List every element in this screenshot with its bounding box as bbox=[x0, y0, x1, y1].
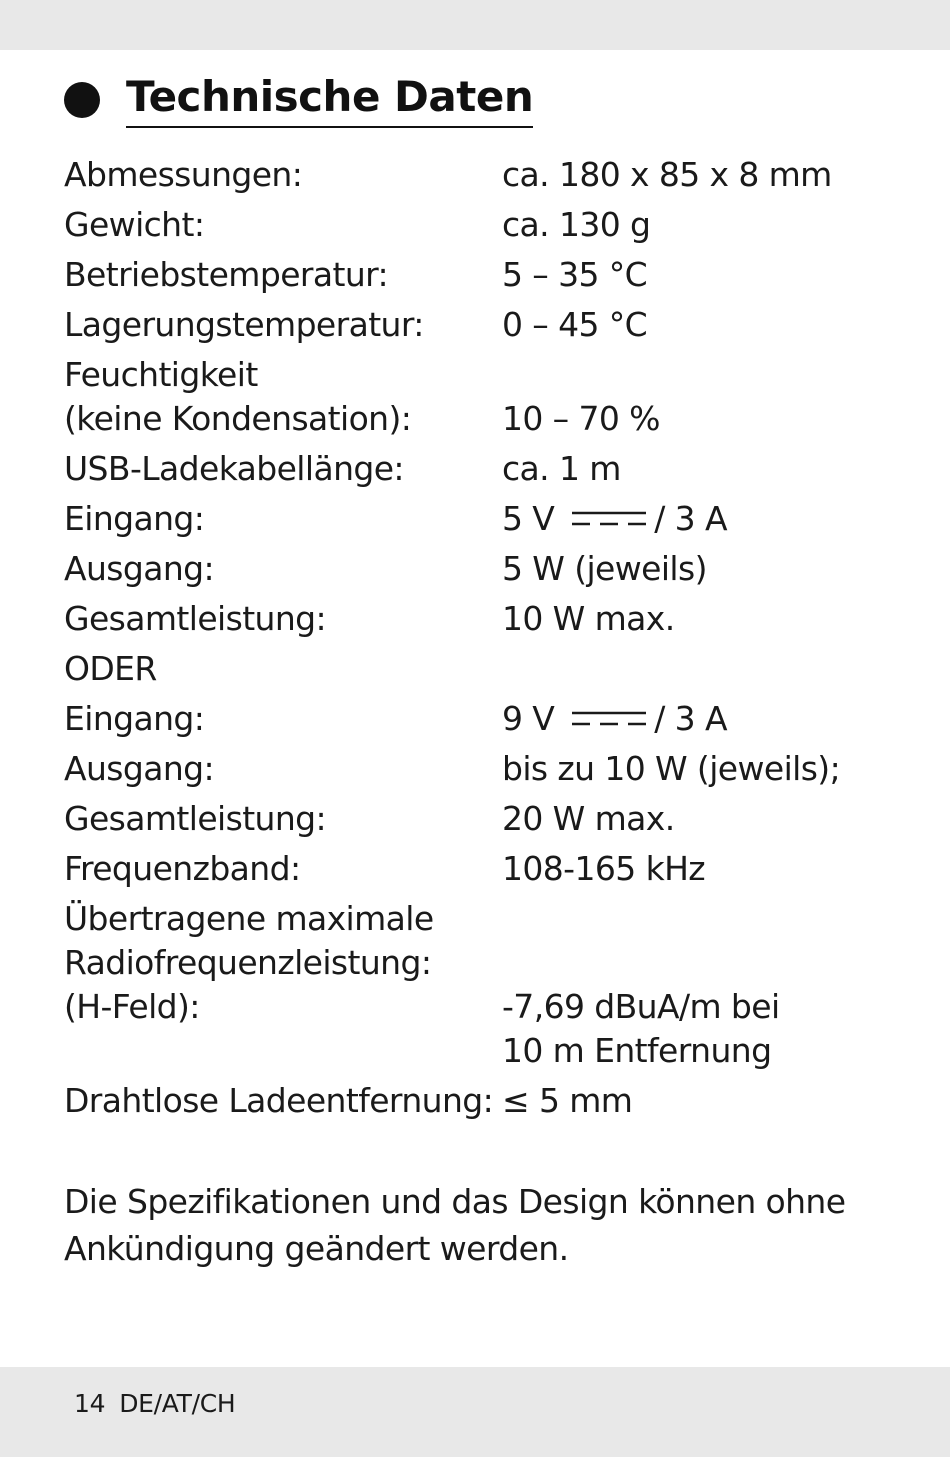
spec-value: 5 – 35 °C bbox=[502, 255, 648, 294]
spec-label: Ausgang: bbox=[64, 749, 215, 788]
spec-value: 0 – 45 °C bbox=[502, 305, 648, 344]
spec-label: Gesamtleistung: bbox=[64, 799, 327, 838]
spec-value-line: -7,69 dBuA/m bei bbox=[502, 987, 780, 1026]
spec-value-line: 10 – 70 % bbox=[502, 399, 660, 438]
spec-label-line: Übertragene maximale bbox=[64, 899, 434, 938]
spec-value bbox=[502, 353, 904, 441]
spec-value: 10 W max. bbox=[502, 599, 675, 638]
spec-row-rf-power bbox=[64, 894, 904, 1076]
spec-label: Frequenzband: bbox=[64, 849, 301, 888]
spec-value bbox=[502, 644, 904, 694]
spec-value: ca. 1 m bbox=[502, 449, 621, 488]
spec-label: Gesamtleistung: bbox=[64, 599, 327, 638]
dc-symbol-icon bbox=[572, 509, 646, 529]
spec-label bbox=[64, 353, 502, 441]
spec-label: Drahtlose Ladeentfernung: bbox=[64, 1081, 494, 1120]
disclaimer-note bbox=[64, 1178, 904, 1272]
spec-label: ODER bbox=[64, 649, 157, 688]
page-number: 14 bbox=[74, 1389, 106, 1418]
spec-label: Gewicht: bbox=[64, 205, 205, 244]
spec-value: 108-165 kHz bbox=[502, 849, 706, 888]
spec-value: bis zu 10 W (jeweils); bbox=[502, 749, 841, 788]
spec-row-total-2 bbox=[64, 794, 904, 844]
spec-row-total-1 bbox=[64, 594, 904, 644]
spec-row-or bbox=[64, 644, 904, 694]
section-heading bbox=[64, 70, 533, 130]
spec-value bbox=[502, 897, 904, 1073]
spec-label-line: (H-Feld): bbox=[64, 987, 200, 1026]
spec-row-output-2 bbox=[64, 744, 904, 794]
spec-value-voltage: 9 V bbox=[502, 699, 555, 738]
spec-label: USB-Ladekabellänge: bbox=[64, 449, 404, 488]
spec-list bbox=[64, 150, 904, 1126]
spec-row-weight bbox=[64, 200, 904, 250]
spec-label: Betriebstemperatur: bbox=[64, 255, 389, 294]
dc-symbol-icon bbox=[572, 709, 646, 729]
spec-value: ca. 180 x 85 x 8 mm bbox=[502, 155, 832, 194]
spec-label: Lagerungstemperatur: bbox=[64, 305, 424, 344]
top-band bbox=[0, 0, 950, 50]
spec-row-input-2 bbox=[64, 694, 904, 744]
spec-value bbox=[502, 694, 904, 744]
spec-value-current: / 3 A bbox=[654, 499, 727, 538]
note-line: Ankündigung geändert werden. bbox=[64, 1229, 569, 1268]
spec-row-humidity bbox=[64, 350, 904, 444]
spec-label: Eingang: bbox=[64, 499, 205, 538]
spec-value bbox=[502, 494, 904, 544]
spec-value: 5 W (jeweils) bbox=[502, 549, 707, 588]
spec-row-input-1 bbox=[64, 494, 904, 544]
spec-label-line: Radiofrequenzleistung: bbox=[64, 943, 432, 982]
spec-row-operating-temp bbox=[64, 250, 904, 300]
spec-value-voltage: 5 V bbox=[502, 499, 555, 538]
page-title: Technische Daten bbox=[126, 72, 533, 128]
spec-label bbox=[64, 897, 502, 1073]
region-label: DE/AT/CH bbox=[119, 1389, 236, 1418]
spec-value: 20 W max. bbox=[502, 799, 675, 838]
spec-row-frequency bbox=[64, 844, 904, 894]
page-footer bbox=[74, 1386, 235, 1422]
spec-row-wireless-distance bbox=[64, 1076, 904, 1126]
spec-value: ca. 130 g bbox=[502, 205, 651, 244]
note-line: Die Spezifikationen und das Design können ohne bbox=[64, 1182, 846, 1221]
spec-row-usb-cable bbox=[64, 444, 904, 494]
spec-label: Ausgang: bbox=[64, 549, 215, 588]
spec-row-dimensions bbox=[64, 150, 904, 200]
spec-label-line: Feuchtigkeit bbox=[64, 355, 258, 394]
bullet-icon bbox=[64, 82, 100, 118]
spec-label: Abmessungen: bbox=[64, 155, 303, 194]
spec-value: ≤ 5 mm bbox=[502, 1081, 633, 1120]
spec-row-storage-temp bbox=[64, 300, 904, 350]
spec-row-output-1 bbox=[64, 544, 904, 594]
spec-value-current: / 3 A bbox=[654, 699, 727, 738]
spec-value-line: 10 m Entfernung bbox=[502, 1031, 772, 1070]
spec-label-line: (keine Kondensation): bbox=[64, 399, 412, 438]
spec-label: Eingang: bbox=[64, 699, 205, 738]
